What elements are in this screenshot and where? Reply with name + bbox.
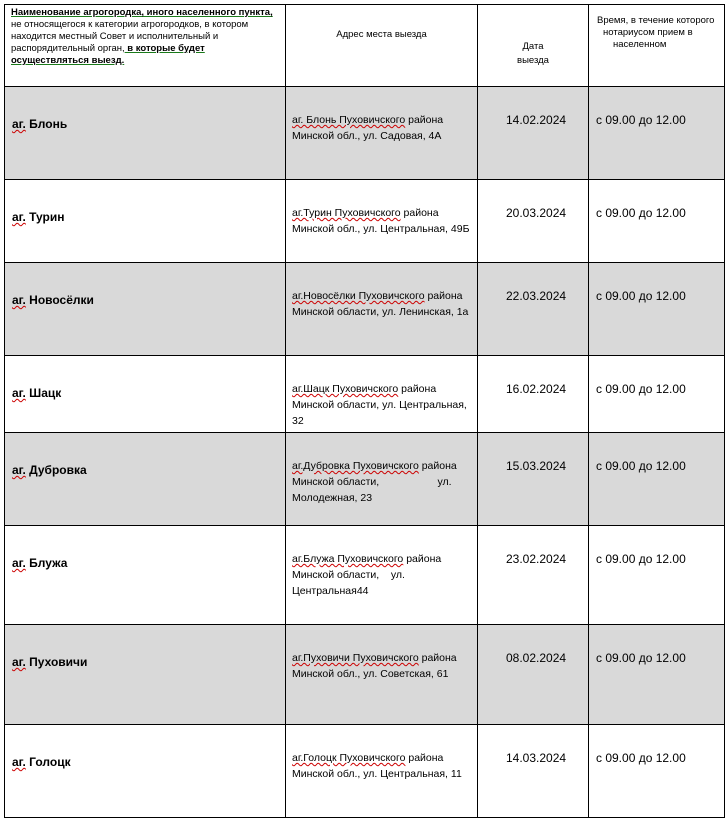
table-cell bbox=[5, 433, 286, 526]
table-cell bbox=[5, 356, 286, 433]
schedule-table bbox=[4, 4, 725, 818]
table-cell bbox=[478, 433, 589, 526]
table-row bbox=[5, 356, 725, 433]
table-cell bbox=[589, 625, 725, 725]
table-cell bbox=[589, 263, 725, 356]
table-cell bbox=[5, 625, 286, 725]
table-cell bbox=[478, 625, 589, 725]
settlement-name: аг. Блонь bbox=[12, 117, 68, 131]
table-cell bbox=[5, 180, 286, 263]
table-cell bbox=[478, 87, 589, 180]
settlement-name: аг. Голоцк bbox=[12, 755, 71, 769]
table-cell bbox=[286, 433, 478, 526]
header-time: Время, в течение которого нотариусом прием в населенном bbox=[589, 5, 725, 87]
visit-time: с 09.00 до 12.00 bbox=[596, 113, 686, 127]
address: аг.Дубровка Пуховичского района Минской области, ул. Молодежная, 23 bbox=[292, 460, 460, 504]
table-cell bbox=[286, 526, 478, 625]
address: аг.Блужа Пуховичского района Минской области, ул. Центральная44 bbox=[292, 553, 445, 597]
table-row bbox=[5, 180, 725, 263]
visit-time: с 09.00 до 12.00 bbox=[596, 552, 686, 566]
table-row bbox=[5, 625, 725, 725]
table-cell bbox=[5, 725, 286, 818]
table-cell bbox=[286, 625, 478, 725]
table-row bbox=[5, 725, 725, 818]
table-cell bbox=[589, 433, 725, 526]
visit-time: с 09.00 до 12.00 bbox=[596, 289, 686, 303]
table-cell bbox=[5, 87, 286, 180]
table-row bbox=[5, 526, 725, 625]
address: аг. Блонь Пуховичского района Минской обл., ул. Садовая, 4А bbox=[292, 114, 444, 142]
header-address: Адрес места выезда bbox=[286, 5, 478, 87]
visit-date: 14.03.2024 bbox=[506, 751, 567, 765]
table-row bbox=[5, 263, 725, 356]
table-cell bbox=[478, 180, 589, 263]
address: аг.Пуховичи Пуховичского района Минской обл., ул. Советская, 61 bbox=[292, 652, 457, 680]
visit-date: 15.03.2024 bbox=[506, 459, 567, 473]
table-cell bbox=[5, 526, 286, 625]
table-cell bbox=[589, 180, 725, 263]
table-header-row bbox=[5, 5, 725, 87]
visit-time: с 09.00 до 12.00 bbox=[596, 651, 686, 665]
address: аг.Новосёлки Пуховичского района Минской области, ул. Ленинская, 1а bbox=[292, 290, 469, 318]
settlement-name: аг. Дубровка bbox=[12, 463, 87, 477]
table-cell bbox=[478, 356, 589, 433]
visit-date: 20.03.2024 bbox=[506, 206, 567, 220]
settlement-name: аг. Пуховичи bbox=[12, 655, 88, 669]
table-cell bbox=[286, 263, 478, 356]
visit-time: с 09.00 до 12.00 bbox=[596, 751, 686, 765]
settlement-name: аг. Новосёлки bbox=[12, 293, 94, 307]
visit-date: 16.02.2024 bbox=[506, 382, 567, 396]
table-cell bbox=[5, 263, 286, 356]
table-row bbox=[5, 433, 725, 526]
header-settlement: Наименование агрогородка, иного населенного пункта, не относящегося к категории агрогородков, в котором находится местный Совет и исполнительный и распорядительный орган, в которые будет осуществляться выезд. bbox=[5, 5, 286, 87]
table-cell bbox=[589, 725, 725, 818]
table-cell bbox=[286, 725, 478, 818]
table-cell bbox=[478, 263, 589, 356]
header-date: Дата выезда bbox=[478, 5, 589, 87]
address: аг.Голоцк Пуховичского района Минской обл., ул. Центральная, 11 bbox=[292, 752, 462, 780]
address: аг.Шацк Пуховичского района Минской области, ул. Центральная, 32 bbox=[292, 383, 467, 427]
table-cell bbox=[589, 87, 725, 180]
visit-time: с 09.00 до 12.00 bbox=[596, 382, 686, 396]
visit-date: 22.03.2024 bbox=[506, 289, 567, 303]
table-cell bbox=[589, 526, 725, 625]
table-cell bbox=[589, 356, 725, 433]
table-cell bbox=[478, 526, 589, 625]
visit-date: 14.02.2024 bbox=[506, 113, 567, 127]
settlement-name: аг. Турин bbox=[12, 210, 65, 224]
visit-date: 08.02.2024 bbox=[506, 651, 567, 665]
table-cell bbox=[286, 356, 478, 433]
settlement-name: аг. Шацк bbox=[12, 386, 62, 400]
table-cell bbox=[286, 87, 478, 180]
settlement-name: аг. Блужа bbox=[12, 556, 68, 570]
visit-date: 23.02.2024 bbox=[506, 552, 567, 566]
table-cell bbox=[478, 725, 589, 818]
table-row bbox=[5, 87, 725, 180]
visit-time: с 09.00 до 12.00 bbox=[596, 459, 686, 473]
visit-time: с 09.00 до 12.00 bbox=[596, 206, 686, 220]
table-cell bbox=[286, 180, 478, 263]
address: аг.Турин Пуховичского района Минской обл., ул. Центральная, 49Б bbox=[292, 207, 470, 235]
